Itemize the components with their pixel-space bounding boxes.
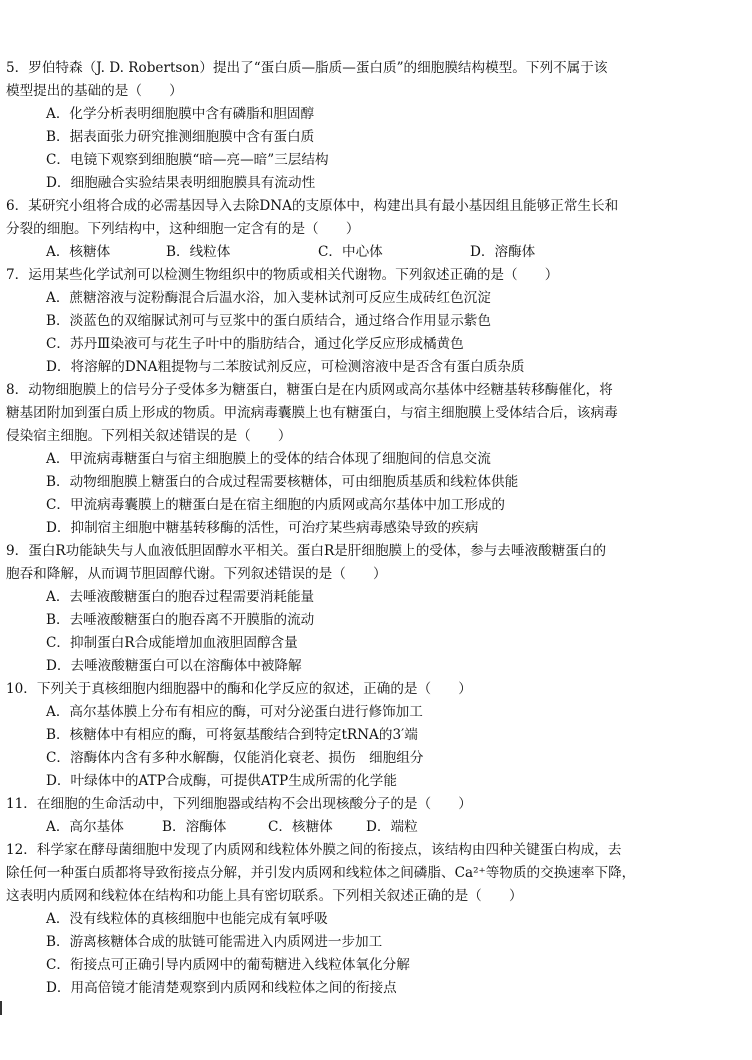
question-11-option-a: A．高尔基体 <box>46 819 124 835</box>
question-10-stem-line-1: 10．下列关于真核细胞内细胞器中的酶和化学反应的叙述，正确的是（ ） <box>6 681 472 697</box>
question-11-option-b: B．溶酶体 <box>162 819 227 835</box>
question-11-option-d: D．端粒 <box>366 819 418 835</box>
question-6-stem-line-2: 分裂的细胞。下列结构中，这种细胞一定含有的是（ ） <box>6 221 360 237</box>
margin-mark <box>0 1001 2 1015</box>
question-11-stem-line-1: 11．在细胞的生命活动中，下列细胞器或结构不会出现核酸分子的是（ ） <box>6 796 472 812</box>
question-7-option-c: C．苏丹Ⅲ染液可与花生子叶中的脂肪结合，通过化学反应形成橘黄色 <box>46 336 464 352</box>
question-8-stem-line-1: 8．动物细胞膜上的信号分子受体多为糖蛋白，糖蛋白是在内质网或高尔基体中经糖基转移酶催化，将 <box>6 382 613 398</box>
question-5-option-d: D．细胞融合实验结果表明细胞膜具有流动性 <box>46 175 316 191</box>
question-6-option-c: C．中心体 <box>318 244 383 260</box>
question-5-stem-line-2: 模型提出的基础的是（ ） <box>6 83 183 99</box>
question-8-option-b: B．动物细胞膜上糖蛋白的合成过程需要核糖体，可由细胞质基质和线粒体供能 <box>46 474 519 490</box>
question-12-stem-line-2: 除任何一种蛋白质都将导致衔接点分解，并引发内质网和线粒体之间磷脂、Ca²⁺等物质的交换速率下降， <box>6 865 636 881</box>
question-8-option-c: C．甲流病毒囊膜上的糖蛋白是在宿主细胞的内质网或高尔基体中加工形成的 <box>46 497 505 513</box>
question-7-option-d: D．将溶解的DNA粗提物与二苯胺试剂反应，可检测溶液中是否含有蛋白质杂质 <box>46 359 525 375</box>
question-5-option-a: A．化学分析表明细胞膜中含有磷脂和胆固醇 <box>46 106 315 122</box>
question-10-option-a: A．高尔基体膜上分布有相应的酶，可对分泌蛋白进行修饰加工 <box>46 704 423 720</box>
question-7-option-b: B．淡蓝色的双缩脲试剂可与豆浆中的蛋白质结合，通过络合作用显示紫色 <box>46 313 491 329</box>
question-9-option-d: D．去唾液酸糖蛋白可以在溶酶体中被降解 <box>46 658 302 674</box>
question-12-option-b: B．游离核糖体合成的肽链可能需进入内质网进一步加工 <box>46 934 383 950</box>
question-12-stem-line-1: 12．科学家在酵母菌细胞中发现了内质网和线粒体外膜之间的衔接点，该结构由四种关键蛋白构成，去 <box>6 842 622 858</box>
question-8-option-a: A．甲流病毒糖蛋白与宿主细胞膜上的受体的结合体现了细胞间的信息交流 <box>46 451 491 467</box>
question-12-option-d: D．用高倍镜才能清楚观察到内质网和线粒体之间的衔接点 <box>46 980 397 996</box>
question-9-stem-line-2: 胞吞和降解，从而调节胆固醇代谢。下列叙述错误的是（ ） <box>6 566 387 582</box>
question-11-options-row <box>46 817 418 837</box>
question-10-option-b: B．核糖体中有相应的酶，可将氨基酸结合到特定tRNA的3′端 <box>46 727 418 743</box>
question-7-stem-line-1: 7．运用某些化学试剂可以检测生物组织中的物质或相关代谢物。下列叙述正确的是（ ） <box>6 267 559 283</box>
question-8-stem-line-3: 侵染宿主细胞。下列相关叙述错误的是（ ） <box>6 428 292 444</box>
question-12-option-a: A．没有线粒体的真核细胞中也能完成有氧呼吸 <box>46 911 328 927</box>
question-6-option-d: D．溶酶体 <box>470 244 536 260</box>
question-5-option-b: B．据表面张力研究推测细胞膜中含有蛋白质 <box>46 129 315 145</box>
question-6-options-row <box>46 242 535 262</box>
question-5-option-c: C．电镜下观察到细胞膜“暗—亮—暗”三层结构 <box>46 152 329 168</box>
question-10-option-d: D．叶绿体中的ATP合成酶，可提供ATP生成所需的化学能 <box>46 773 397 789</box>
question-6-option-a: A．核糖体 <box>46 244 111 260</box>
question-9-stem-line-1: 9．蛋白R功能缺失与人血液低胆固醇水平相关。蛋白R是肝细胞膜上的受体，参与去唾液酸糖蛋白的 <box>6 543 607 559</box>
question-5-stem-line-1: 5．罗伯特森（J. D. Robertson）提出了“蛋白质—脂质—蛋白质”的细胞膜结构模型。下列不属于该 <box>6 60 608 76</box>
question-8-option-d: D．抑制宿主细胞中糖基转移酶的活性，可治疗某些病毒感染导致的疾病 <box>46 520 479 536</box>
question-10-option-c: C．溶酶体内含有多种水解酶，仅能消化衰老、损伤 细胞组分 <box>46 750 424 766</box>
question-6-stem-line-1: 6．某研究小组将合成的必需基因导入去除DNA的支原体中，构建出具有最小基因组且能够正常生长和 <box>6 198 619 214</box>
question-8-stem-line-2: 糖基团附加到蛋白质上形成的物质。甲流病毒囊膜上也有糖蛋白，与宿主细胞膜上受体结合后，该病毒 <box>6 405 618 421</box>
question-9-option-c: C．抑制蛋白R合成能增加血液胆固醇含量 <box>46 635 298 651</box>
question-9-option-b: B．去唾液酸糖蛋白的胞吞离不开膜脂的流动 <box>46 612 315 628</box>
question-12-option-c: C．衔接点可正确引导内质网中的葡萄糖进入线粒体氧化分解 <box>46 957 410 973</box>
question-6-option-b: B．线粒体 <box>166 244 231 260</box>
question-9-option-a: A．去唾液酸糖蛋白的胞吞过程需要消耗能量 <box>46 589 315 605</box>
question-12-stem-line-3: 这表明内质网和线粒体在结构和功能上具有密切联系。下列相关叙述正确的是（ ） <box>6 888 523 904</box>
question-7-option-a: A．蔗糖溶液与淀粉酶混合后温水浴，加入斐林试剂可反应生成砖红色沉淀 <box>46 290 491 306</box>
question-11-option-c: C．核糖体 <box>268 819 333 835</box>
